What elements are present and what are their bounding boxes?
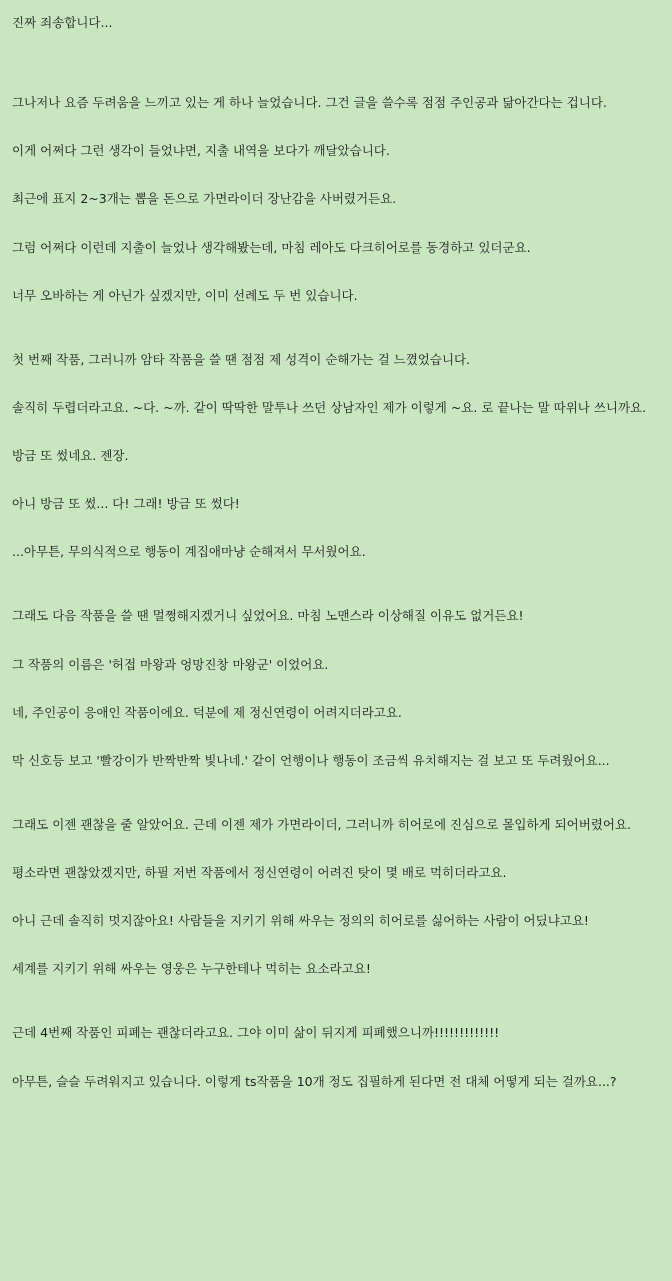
paragraph-realization: 이게 어쩌다 그런 생각이 들었냐면, 지출 내역을 보다가 깨달았습니다. [12, 143, 390, 159]
spacer [12, 32, 660, 94]
spacer [12, 369, 660, 399]
paragraph-hero-universal: 세계를 지키기 위해 싸우는 영웅은 누구한테나 먹히는 요소라고요! [12, 961, 371, 977]
spacer [12, 305, 660, 351]
spacer [12, 834, 660, 864]
paragraph-traffic-light: 막 신호등 보고 '빨강이가 반짝반짝 빛나네.' 같이 언행이나 행동이 조금씩 유치해지는 걸 보고 또 두려웠어요... [12, 752, 610, 768]
paragraph-precedent: 너무 오바하는 게 아닌가 싶겠지만, 이미 선례도 두 번 있습니다. [12, 287, 358, 303]
paragraph-fourth-work: 근데 4번째 작품인 피폐는 괜찮더라고요. 그야 이미 삶이 뒤지게 피폐했으니까!!!!!!!!!!!!! [12, 1025, 500, 1041]
spacer [12, 513, 660, 543]
spacer [12, 465, 660, 495]
paragraph-unconscious-behavior: ...아무튼, 무의식적으로 행동이 계집애마냥 순해져서 무서웠어요. [12, 544, 366, 560]
paragraph-hero-immersion: 그래도 이젠 괜찮을 줄 알았어요. 근데 이젠 제가 가면라이더, 그러니까 히어로에 진심으로 몰입하게 되어버렸어요. [12, 816, 632, 832]
spacer [12, 561, 660, 607]
paragraph-work-title: 그 작품의 이름은 '허접 마왕과 엉망진창 마왕군' 이었어요. [12, 656, 329, 672]
paragraph-just-did-again: 방금 또 썼네요. 젠장. [12, 448, 129, 463]
paragraph-did-again-shout: 아니 방금 또 썼... 다! 그래! 방금 또 썼다! [12, 496, 240, 512]
paragraph-fear-intro: 그나저나 요즘 두려움을 느끼고 있는 게 하나 늘었습니다. 그건 글을 쓸수록 점점 주인공과 닮아간다는 겁니다. [12, 95, 607, 111]
paragraph-mental-age: 네, 주인공이 응애인 작품이에요. 덕분에 제 정신연령이 어려지더라고요. [12, 704, 402, 720]
spacer [12, 770, 660, 816]
paragraph-first-work: 첫 번째 작품, 그러니까 암타 작품을 쓸 땐 점점 제 성격이 순해가는 걸 느꼈었습니다. [12, 351, 471, 367]
paragraph-next-work-hope: 그래도 다음 작품을 쓸 땐 멀쩡해지겠거니 싶었어요. 마침 노맨스라 이상해질 이유도 없거든요! [12, 608, 524, 624]
spacer [12, 674, 660, 704]
spacer [12, 160, 660, 190]
spacer [12, 209, 660, 239]
spacer [12, 930, 660, 960]
spacer [12, 978, 660, 1024]
spacer [12, 257, 660, 287]
paragraph-apology: 진짜 죄송합니다... [12, 15, 113, 30]
spacer [12, 1043, 660, 1073]
paragraph-hero-defense: 아니 근데 솔직히 멋지잖아요! 사람들을 지키기 위해 싸우는 정의의 히어로를 싫어하는 사람이 어딨냐고요! [12, 913, 589, 929]
paragraph-toy-spending: 최근에 표지 2~3개는 뽑을 돈으로 가면라이더 장난감을 사버렸거든요. [12, 191, 397, 207]
paragraph-dark-hero: 그럼 어쩌다 이런데 지출이 늘었나 생각해봤는데, 마침 레아도 다크히어로를 동경하고 있더군요. [12, 239, 531, 255]
paragraph-multiplied-effect: 평소라면 괜찮았겠지만, 하필 저번 작품에서 정신연령이 어려진 탓이 몇 배로 먹히더라고요. [12, 865, 507, 880]
spacer [12, 112, 660, 142]
spacer [12, 417, 660, 447]
spacer [12, 626, 660, 656]
paragraph-speech-style: 솔직히 두렵더라고요. ~다. ~까. 같이 딱딱한 말투나 쓰던 상남자인 제가 이렇게 ~요. 로 끝나는 말 따위나 쓰니까요. [12, 399, 647, 415]
spacer [12, 722, 660, 752]
spacer [12, 882, 660, 912]
paragraph-closing-question: 아무튼, 슬슬 두려워지고 있습니다. 이렇게 ts작품을 10개 정도 집필하게 된다면 전 대체 어떻게 되는 걸까요...? [12, 1073, 617, 1089]
